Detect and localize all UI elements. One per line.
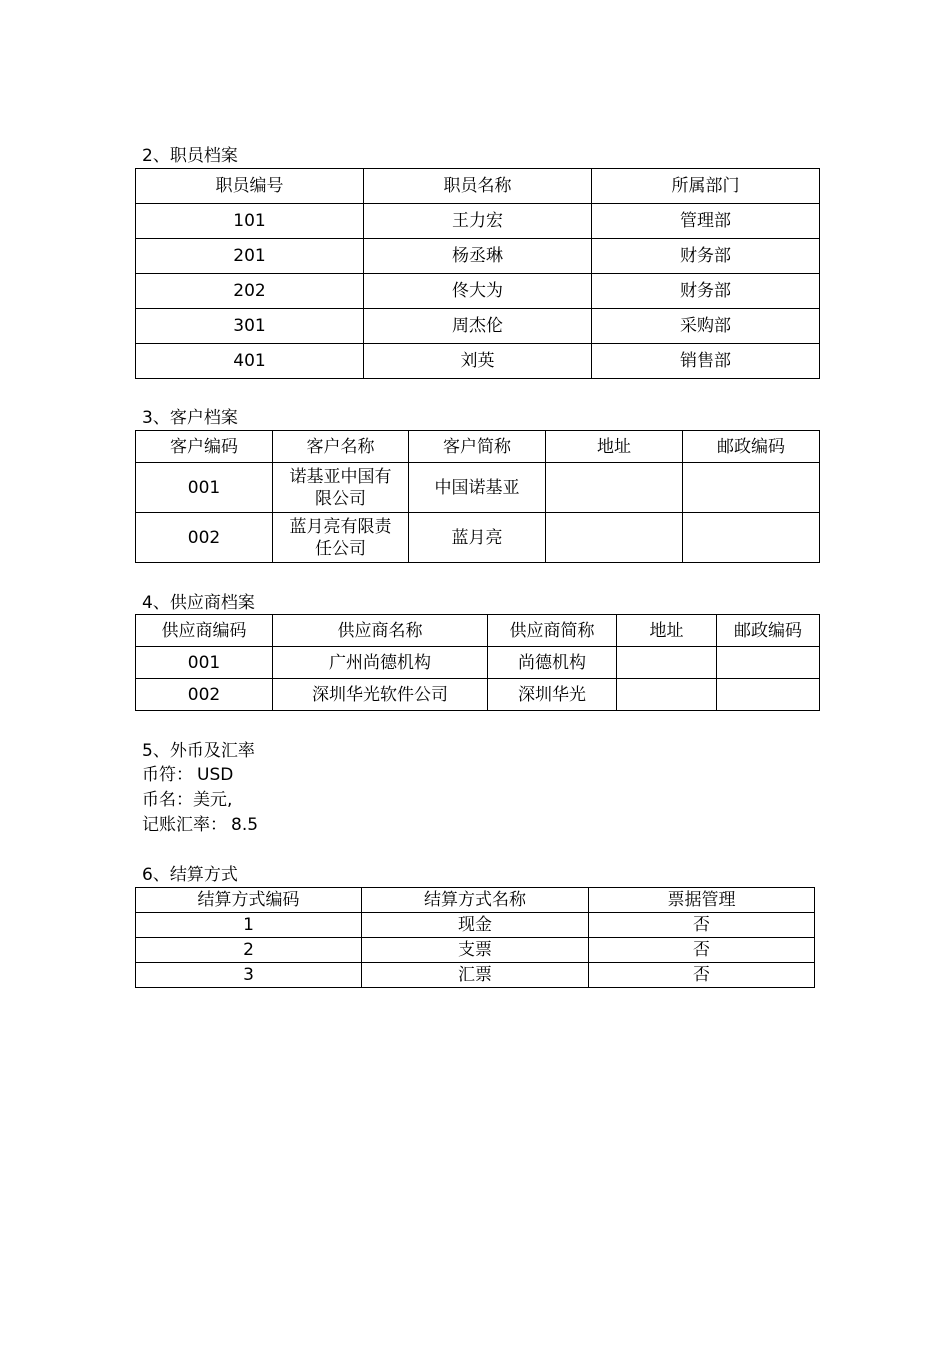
currency-title: 5、外币及汇率	[142, 741, 255, 761]
header-settlement-code: 结算方式编码	[136, 888, 362, 913]
customer-code: 002	[136, 513, 273, 563]
table-row	[136, 463, 820, 513]
header-bill-management: 票据管理	[589, 888, 815, 913]
settlement-code: 3	[136, 963, 362, 988]
employees-table	[135, 168, 820, 379]
supplier-name: 广州尚德机构	[273, 647, 488, 679]
supplier-code: 001	[136, 647, 273, 679]
settlement-table	[135, 887, 815, 988]
header-supplier-code: 供应商编码	[136, 615, 273, 647]
customer-name-line2: 任公司	[315, 538, 366, 559]
employee-department: 财务部	[592, 239, 820, 274]
employee-id: 202	[136, 274, 364, 309]
supplier-postcode	[717, 679, 820, 711]
header-customer-code: 客户编码	[136, 431, 273, 463]
employee-id: 101	[136, 204, 364, 239]
customer-name-line1: 诺基亚中国有	[289, 466, 392, 487]
customer-short: 蓝月亮	[409, 513, 546, 563]
header-address: 地址	[546, 431, 683, 463]
table-header-row	[136, 615, 820, 647]
customer-code: 001	[136, 463, 273, 513]
supplier-postcode	[717, 647, 820, 679]
table-row	[136, 274, 820, 309]
header-department: 所属部门	[592, 169, 820, 204]
settlement-code: 1	[136, 913, 362, 938]
customers-table	[135, 430, 820, 563]
exchange-rate-label: 记账汇率：	[142, 815, 227, 835]
header-postcode: 邮政编码	[717, 615, 820, 647]
currency-symbol-line	[142, 765, 233, 785]
customers-title: 3、客户档案	[142, 408, 238, 428]
currency-name-label: 币名：	[142, 790, 193, 810]
settlement-name: 支票	[362, 938, 589, 963]
currency-symbol: USD	[197, 765, 234, 785]
customer-short: 中国诺基亚	[409, 463, 546, 513]
table-row	[136, 344, 820, 379]
customer-address	[546, 513, 683, 563]
employee-id: 301	[136, 309, 364, 344]
supplier-code: 002	[136, 679, 273, 711]
table-row	[136, 647, 820, 679]
supplier-address	[617, 679, 717, 711]
table-row	[136, 204, 820, 239]
customer-postcode	[683, 513, 820, 563]
header-supplier-short: 供应商简称	[488, 615, 617, 647]
employee-department: 财务部	[592, 274, 820, 309]
table-header-row	[136, 169, 820, 204]
customer-name	[273, 513, 409, 563]
header-address: 地址	[617, 615, 717, 647]
employee-name: 杨丞琳	[364, 239, 592, 274]
settlement-name: 汇票	[362, 963, 589, 988]
settlement-title: 6、结算方式	[142, 865, 238, 885]
header-employee-name: 职员名称	[364, 169, 592, 204]
header-employee-id: 职员编号	[136, 169, 364, 204]
currency-symbol-label: 币符：	[142, 765, 193, 785]
exchange-rate-line	[142, 815, 258, 835]
customer-name-line1: 蓝月亮有限责	[289, 516, 392, 537]
employee-name: 王力宏	[364, 204, 592, 239]
table-row	[136, 679, 820, 711]
table-row	[136, 938, 815, 963]
bill-management: 否	[589, 913, 815, 938]
bill-management: 否	[589, 938, 815, 963]
table-row	[136, 239, 820, 274]
currency-name: 美元,	[193, 790, 233, 810]
suppliers-title: 4、供应商档案	[142, 593, 255, 613]
employees-title: 2、职员档案	[142, 146, 238, 166]
header-settlement-name: 结算方式名称	[362, 888, 589, 913]
header-customer-short: 客户简称	[409, 431, 546, 463]
table-row	[136, 963, 815, 988]
employee-department: 管理部	[592, 204, 820, 239]
employee-department: 销售部	[592, 344, 820, 379]
supplier-name: 深圳华光软件公司	[273, 679, 488, 711]
table-header-row	[136, 888, 815, 913]
supplier-short: 尚德机构	[488, 647, 617, 679]
currency-name-line	[142, 790, 232, 810]
supplier-address	[617, 647, 717, 679]
table-row	[136, 309, 820, 344]
bill-management: 否	[589, 963, 815, 988]
employee-name: 周杰伦	[364, 309, 592, 344]
customer-address	[546, 463, 683, 513]
table-row	[136, 913, 815, 938]
suppliers-table	[135, 614, 820, 711]
header-postcode: 邮政编码	[683, 431, 820, 463]
table-row	[136, 513, 820, 563]
exchange-rate: 8.5	[231, 815, 259, 835]
header-customer-name: 客户名称	[273, 431, 409, 463]
employee-name: 佟大为	[364, 274, 592, 309]
customer-name	[273, 463, 409, 513]
employee-id: 401	[136, 344, 364, 379]
employee-department: 采购部	[592, 309, 820, 344]
table-header-row	[136, 431, 820, 463]
customer-name-line2: 限公司	[315, 488, 366, 509]
settlement-name: 现金	[362, 913, 589, 938]
supplier-short: 深圳华光	[488, 679, 617, 711]
customer-postcode	[683, 463, 820, 513]
employee-id: 201	[136, 239, 364, 274]
settlement-code: 2	[136, 938, 362, 963]
employee-name: 刘英	[364, 344, 592, 379]
header-supplier-name: 供应商名称	[273, 615, 488, 647]
